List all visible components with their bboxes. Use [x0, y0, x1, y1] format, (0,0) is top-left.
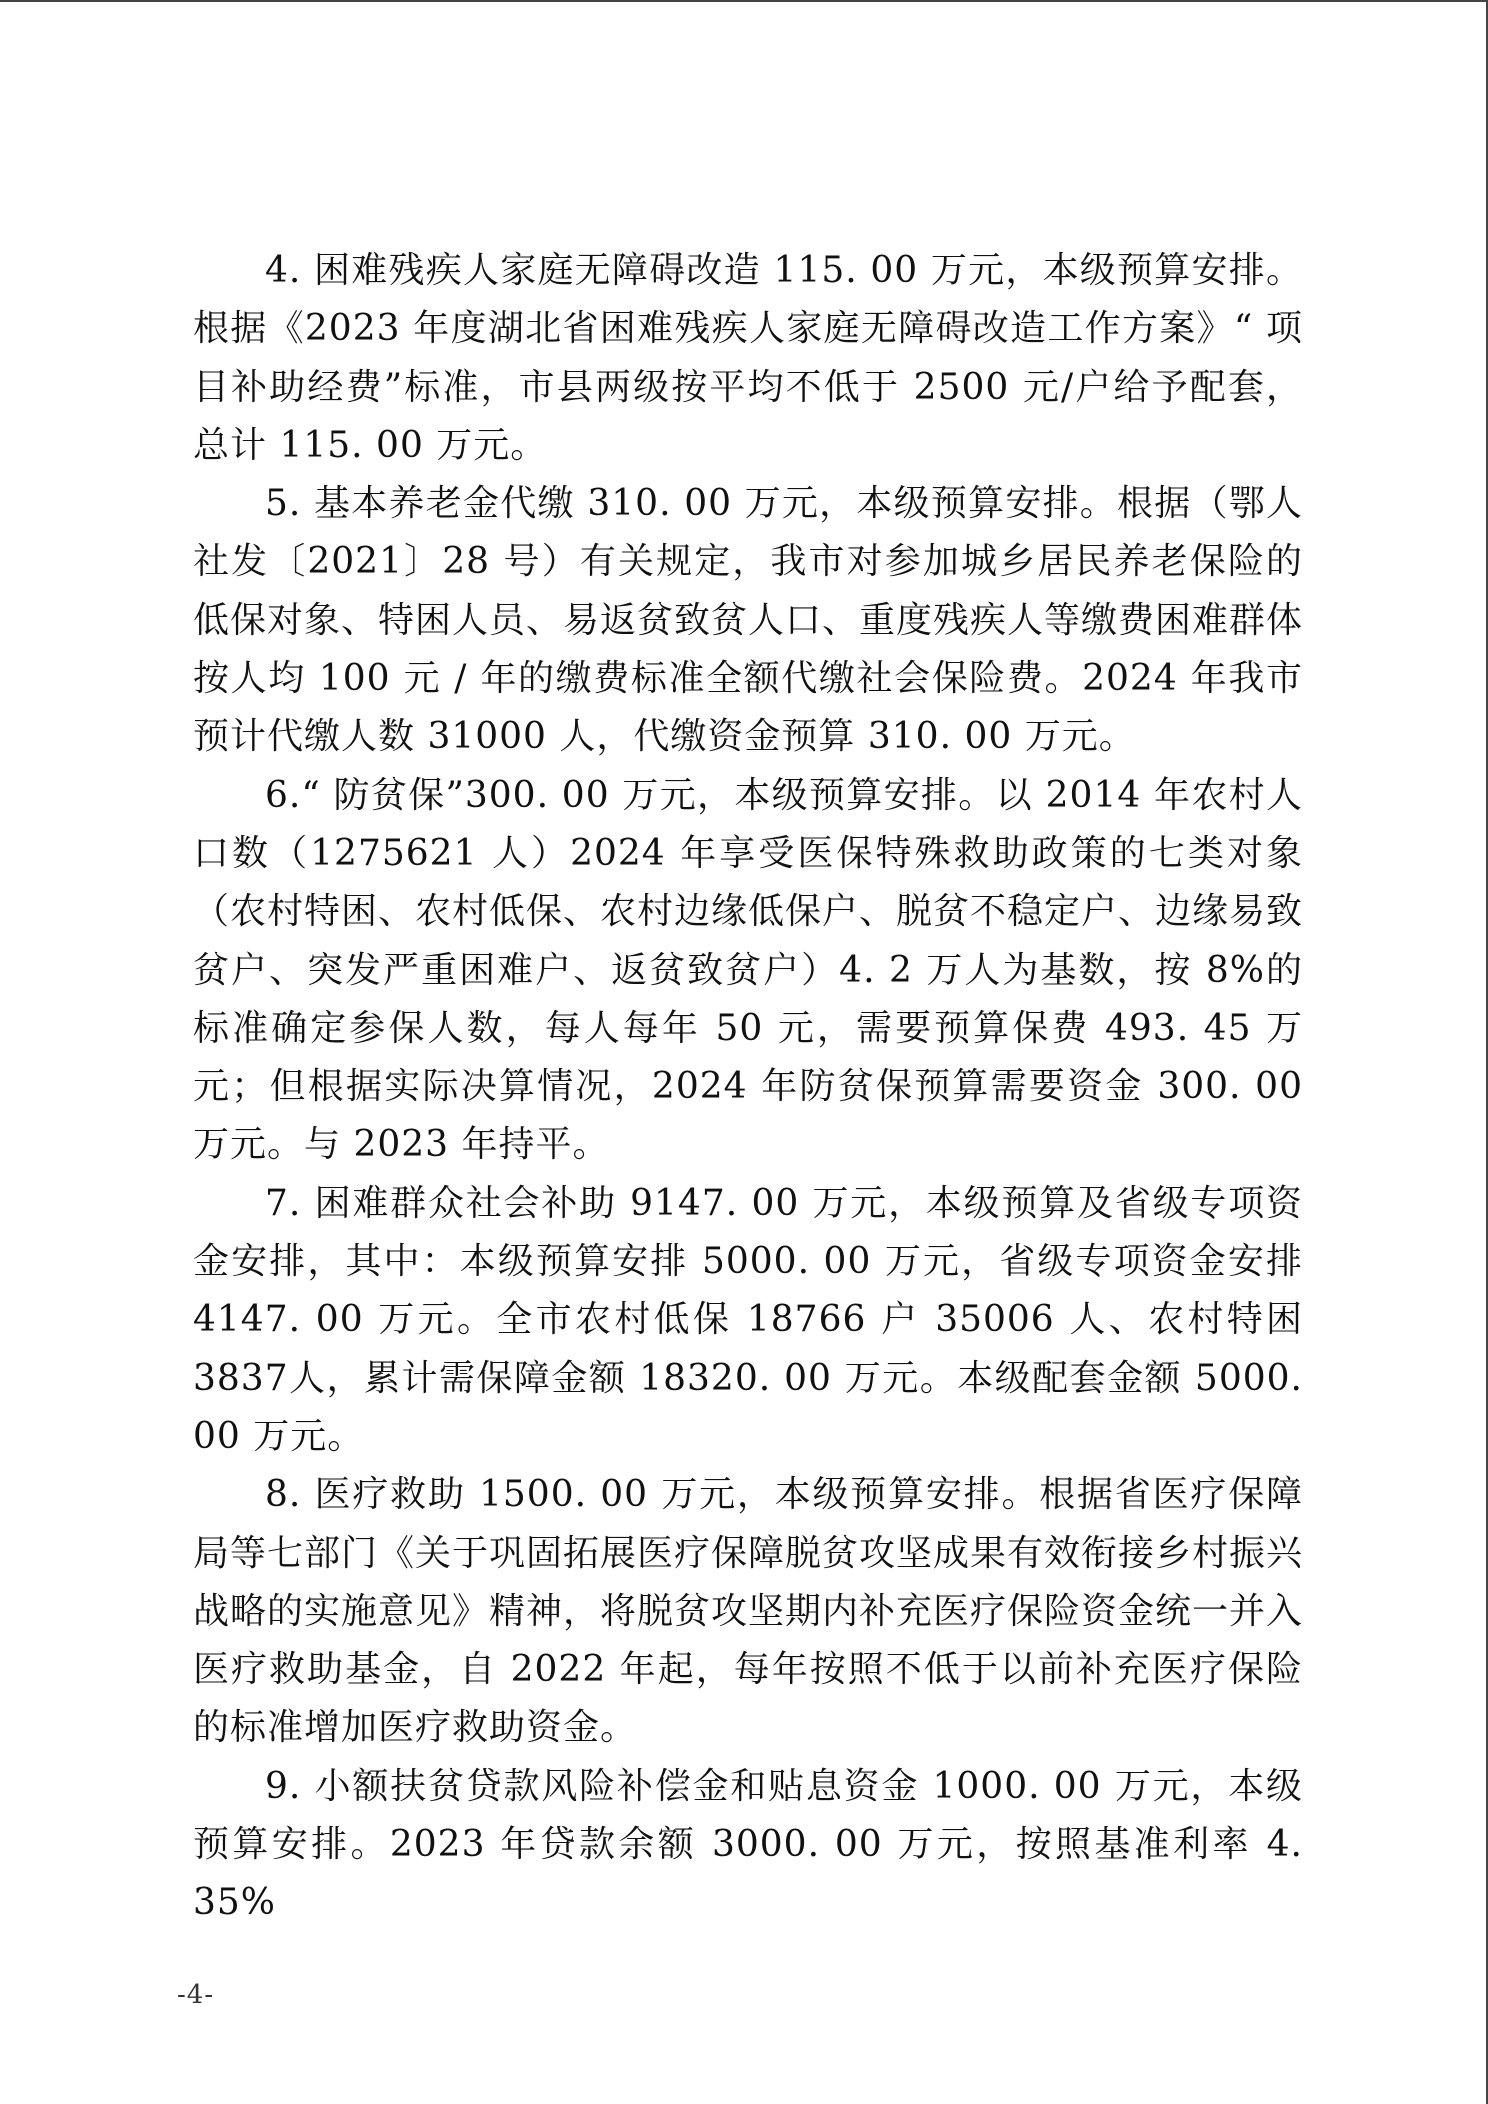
paragraph-item-7: 7. 困难群众社会补助 9147. 00 万元，本级预算及省级专项资金安排，其中：本级预算安排 5000. 00 万元，省级专项资金安排 4147. 00 万元。全市农村低保 18766 户 35006 人、农村特困 3837人，累计需保障金额 18320. 00 万元。本级配套金额 5000. 00 万元。	[193, 1182, 1303, 1457]
paragraph-item-8: 8. 医疗救助 1500. 00 万元，本级预算安排。根据省医疗保障局等七部门《关于巩固拓展医疗保障脱贫攻坚成果有效衔接乡村振兴战略的实施意见》精神，将脱贫攻坚期内补充医疗保险资金统一并入医疗救助基金，自 2022 年起，每年按照不低于以前补充医疗保险的标准增加医疗救助资金。	[193, 1474, 1304, 1749]
page-number: -4-	[177, 1980, 215, 2010]
paragraph-item-6: 6.“ 防贫保”300. 00 万元，本级预算安排。以 2014 年农村人口数（1275621 人）2024 年享受医保特殊救助政策的七类对象（农村特困、农村低保、农村边缘低保户、脱贫不稳定户、边缘易致贫户、突发严重困难户、返贫致贫户）4. 2 万人为基数，按 8%的标准确定参保人数，每人每年 50 元，需要预算保费 493. 45 万元；但根据实际决算情况，2024 年防贫保预算需要资金 300. 00 万元。与 2023 年持平。	[193, 774, 1304, 1166]
document-body	[193, 242, 1303, 1933]
paragraph-item-4: 4. 困难残疾人家庭无障碍改造 115. 00 万元，本级预算安排。根据《2023 年度湖北省困难残疾人家庭无障碍改造工作方案》“ 项目补助经费”标准，市县两级按平均不低于 2500 元/户给予配套，总计 115. 00 万元。	[193, 250, 1303, 466]
paragraph-item-5: 5. 基本养老金代缴 310. 00 万元，本级预算安排。根据（鄂人社发〔2021〕28 号）有关规定，我市对参加城乡居民养老保险的低保对象、特困人员、易返贫致贫人口、重度残疾人等缴费困难群体按人均 100 元 / 年的缴费标准全额代缴社会保险费。2024 年我市预计代缴人数 31000 人，代缴资金预算 310. 00 万元。	[193, 483, 1304, 758]
paragraph-item-9: 9. 小额扶贫贷款风险补偿金和贴息资金 1000. 00 万元，本级预算安排。2023 年贷款余额 3000. 00 万元，按照基准利率 4. 35%	[193, 1765, 1303, 1924]
